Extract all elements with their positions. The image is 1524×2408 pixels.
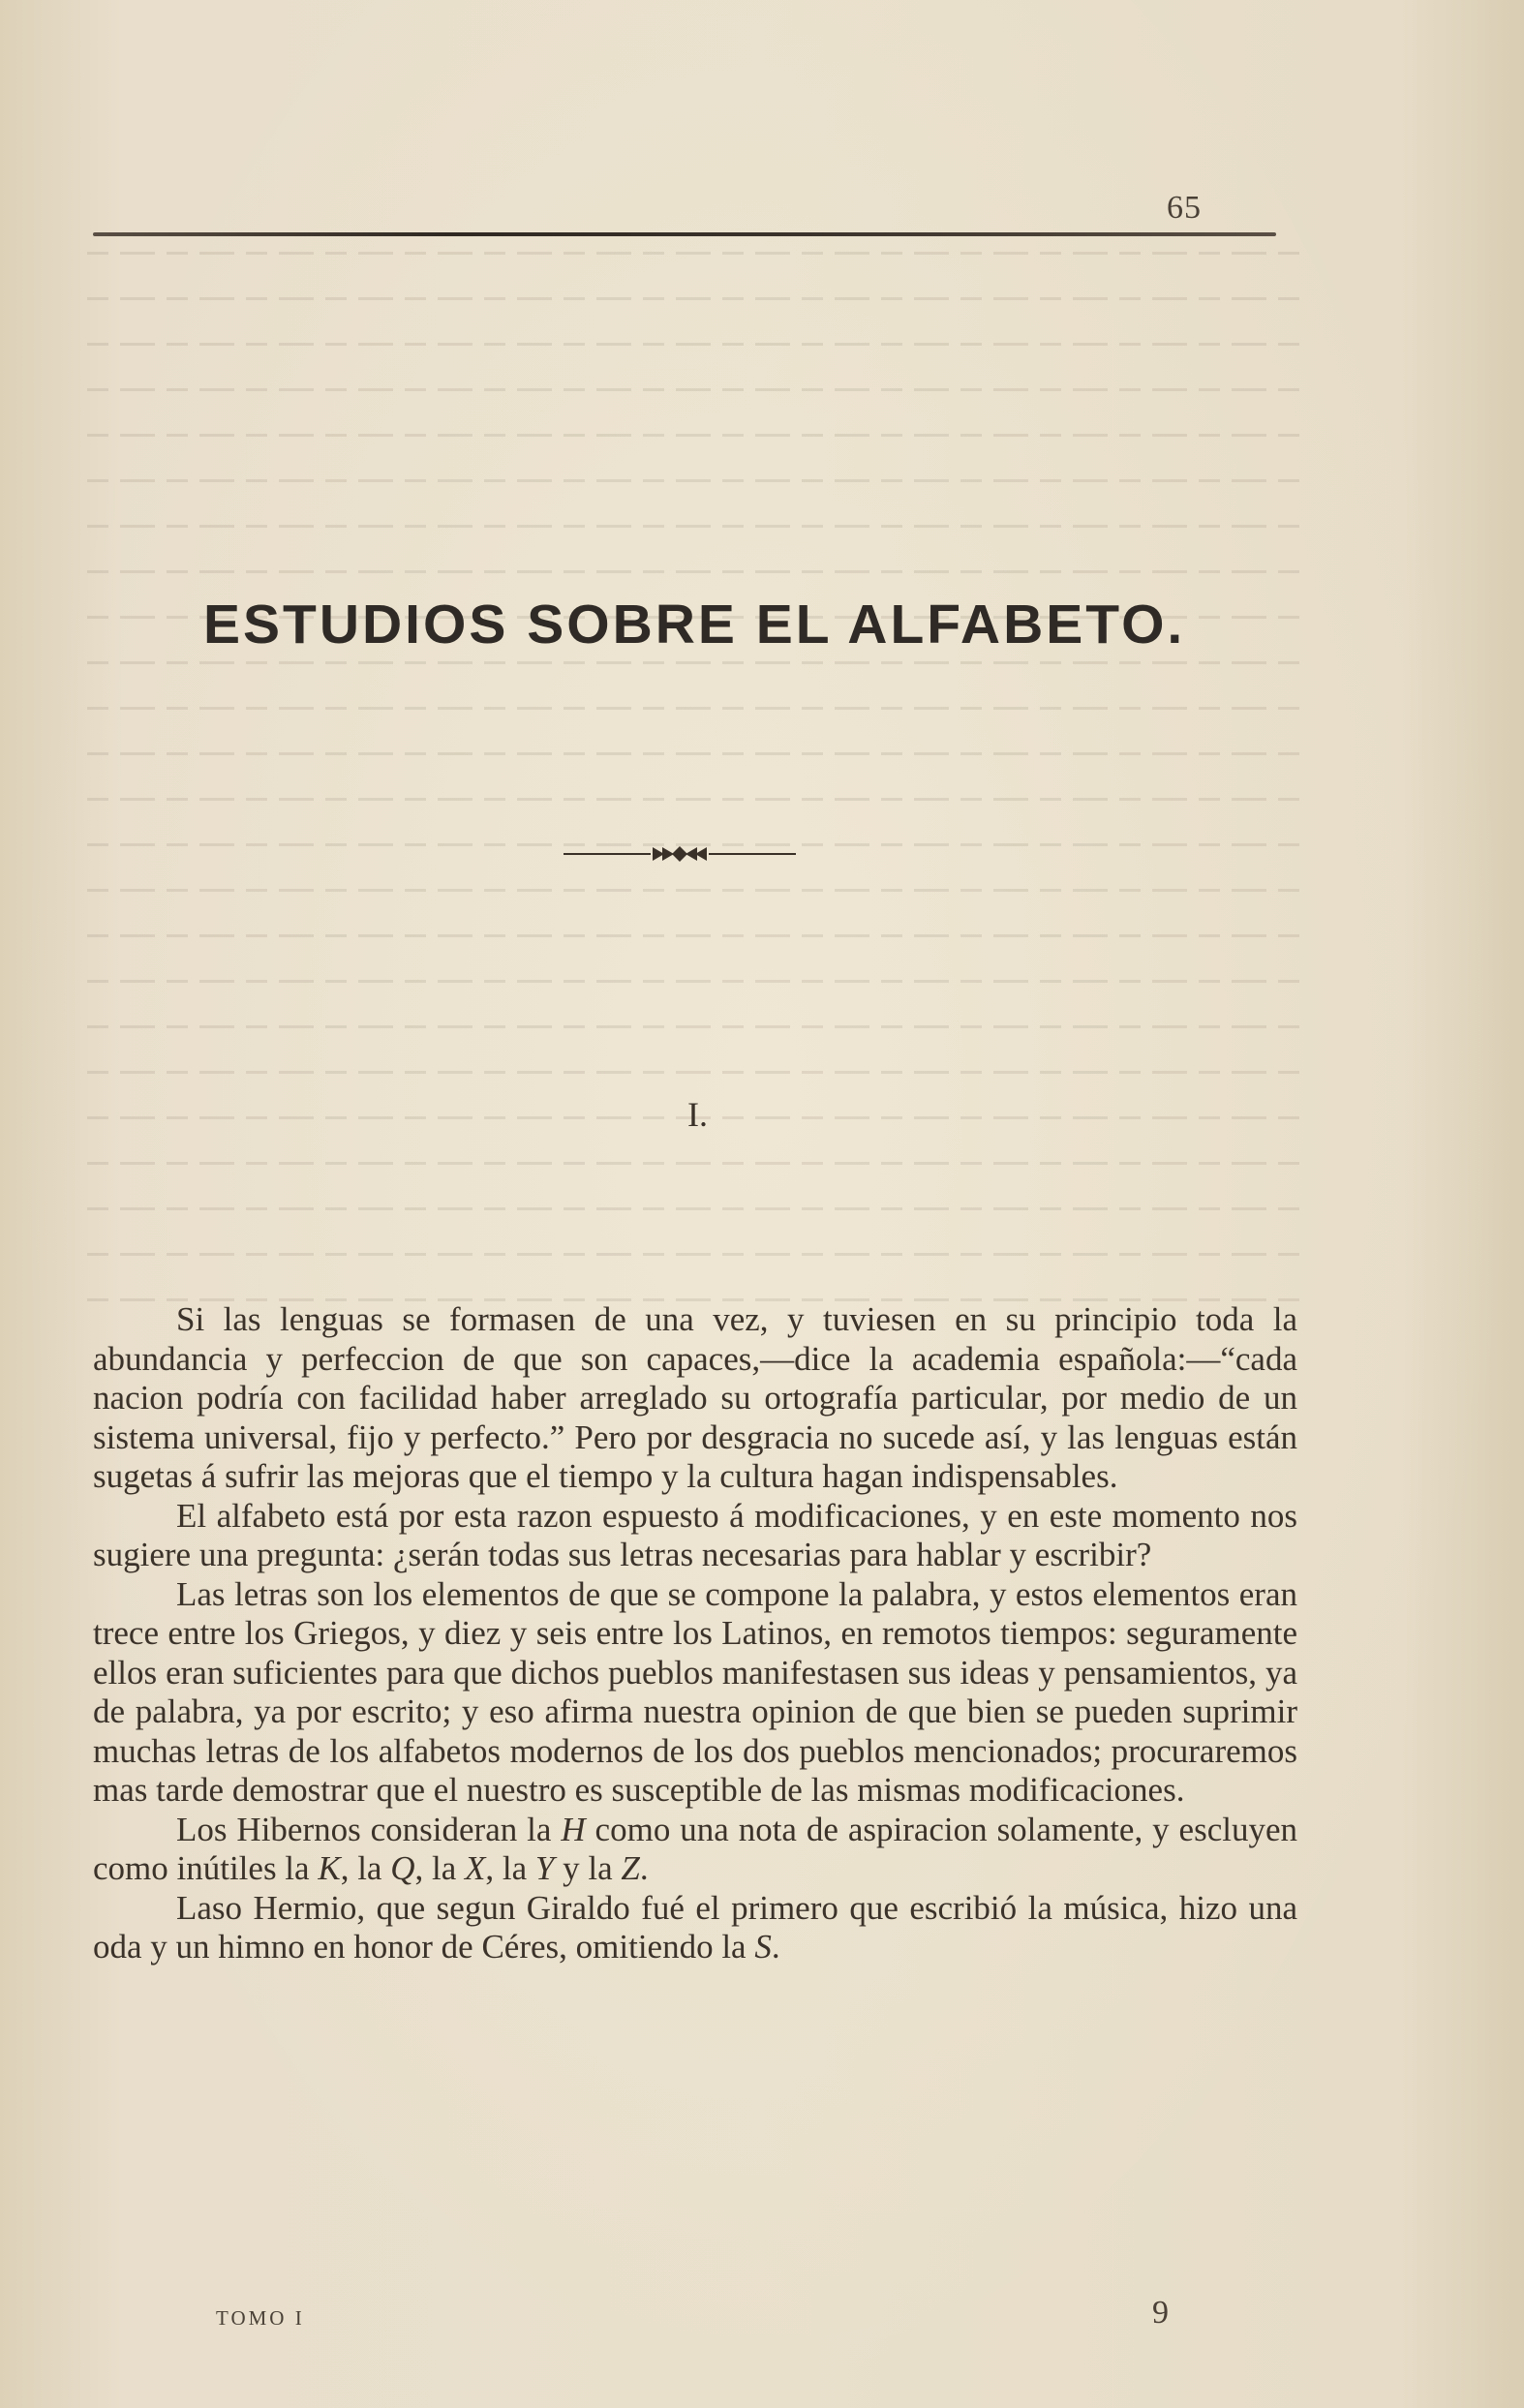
volume-label: TOMO I bbox=[216, 2306, 305, 2330]
italic-letter: K bbox=[318, 1849, 341, 1887]
paragraph bbox=[93, 1497, 1297, 1575]
paragraph-text: Los Hibernos consideran la bbox=[176, 1810, 562, 1848]
italic-letter: Y bbox=[534, 1849, 555, 1887]
ornament-divider bbox=[564, 842, 796, 866]
ornament-diamond bbox=[672, 846, 687, 862]
paragraph bbox=[93, 1889, 1297, 1967]
ornament-arrow-right bbox=[686, 847, 707, 861]
paragraph-text: . bbox=[771, 1928, 780, 1966]
signature-mark: 9 bbox=[1152, 2295, 1169, 2331]
italic-letter: S bbox=[754, 1928, 772, 1966]
paragraph-text: . bbox=[639, 1849, 649, 1887]
page-number: 65 bbox=[1167, 190, 1202, 226]
paragraph bbox=[93, 1811, 1297, 1889]
paragraph bbox=[93, 1575, 1297, 1811]
ornament-arrow-left bbox=[653, 847, 674, 861]
header-rule bbox=[93, 232, 1276, 236]
paragraph-text: El alfabeto está por esta razon espuesto á modificaciones, y en este momento nos sugiere una pregunta: ¿serán todas sus letras necesarias para hablar y escribir? bbox=[93, 1496, 1297, 1573]
paragraph-text: , la bbox=[485, 1849, 535, 1887]
paragraph bbox=[93, 1300, 1297, 1497]
italic-letter: Q bbox=[390, 1849, 415, 1887]
paragraph-text: y la bbox=[554, 1849, 622, 1887]
paragraph-text: Si las lenguas se formasen de una vez, y tuviesen en su principio toda la abundancia y perfeccion de que son capaces,—dice la academia española:—“cada nacion podría con facilidad haber arreglado su ortografía particular, por medio de un sistema universal, fijo y perfecto.” Pero por desgracia no sucede así, y las lenguas están sugetas á sufrir las mejoras que el tiempo y la cultura hagan indispensables. bbox=[93, 1300, 1297, 1495]
reverse-side-bleed-through bbox=[87, 252, 1307, 1297]
italic-letter: X bbox=[465, 1849, 486, 1887]
italic-letter: H bbox=[561, 1810, 586, 1848]
paragraph-text: , la bbox=[414, 1849, 465, 1887]
paragraph-text: como una nota de aspiracion solamente, y escluyen como inútiles la bbox=[93, 1810, 1297, 1887]
paragraph-text: Laso Hermio, que segun Giraldo fué el primero que escribió la música, hizo una oda y un himno en honor de Céres, omitiendo la bbox=[93, 1888, 1297, 1966]
article-title: ESTUDIOS SOBRE EL ALFABETO. bbox=[203, 594, 1186, 655]
italic-letter: Z bbox=[621, 1849, 640, 1887]
body-text bbox=[93, 1300, 1297, 1967]
paragraph-text: Las letras son los elementos de que se compone la palabra, y estos elementos eran trece entre los Griegos, y diez y seis entre los Latinos, en remotos tiempos: seguramente ellos eran suficientes para que dichos pueblos manifestasen sus ideas y pensamientos, ya de palabra, ya por escrito; y eso afirma nuestra opinion de que bien se pueden suprimir muchas letras de los alfabetos modernos de los dos pueblos mencionados; procuraremos mas tarde demostrar que el nuestro es susceptible de las mismas modificaciones. bbox=[93, 1574, 1297, 1809]
paragraph-text: , la bbox=[340, 1849, 391, 1887]
section-numeral: I. bbox=[687, 1095, 708, 1134]
